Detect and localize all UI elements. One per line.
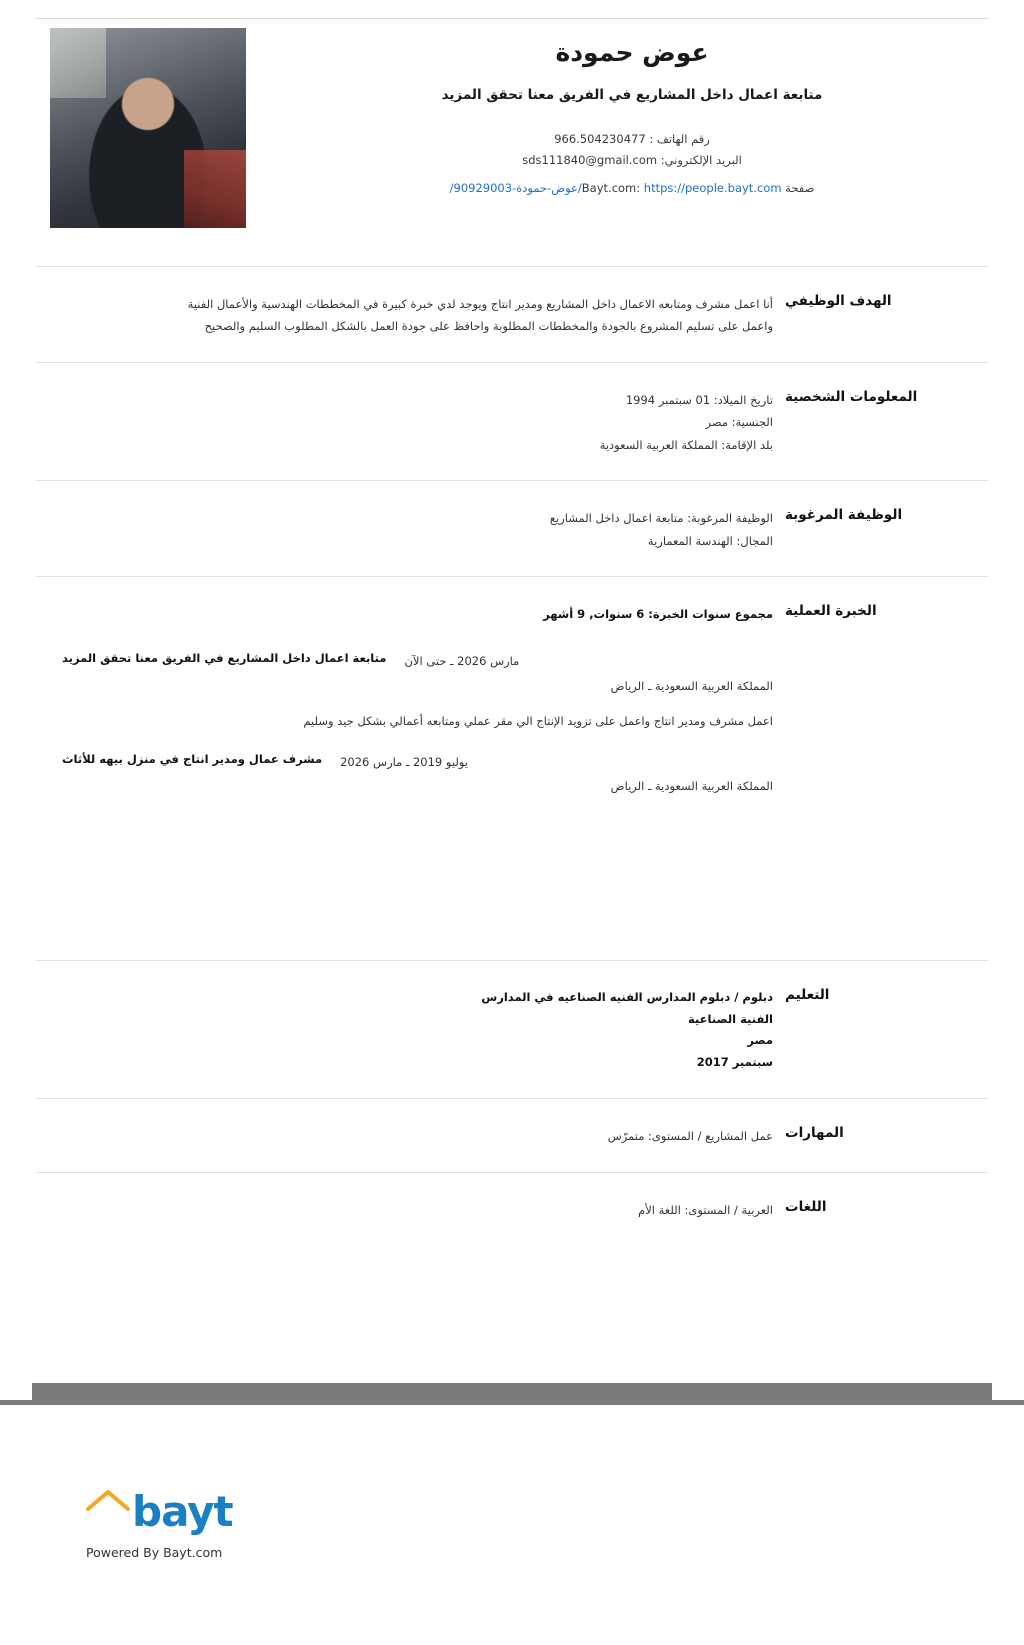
experience-item-dates: مارس 2026 ـ حتى الآن (404, 654, 520, 669)
experience-item-head (62, 750, 773, 773)
section-title-desired-job: الوظيفة المرغوبة (785, 507, 903, 524)
brand-wordmark: bayt (132, 1486, 233, 1536)
skill-line: عمل المشاريع / المستوى: متمرّس (607, 1129, 773, 1144)
education-line: مصر (747, 1033, 773, 1048)
experience-item-description: اعمل مشرف ومدير انتاج واعمل على تزويد الإنتاج الي مقر عملي ومتابعه أعمالي بشكل جيد وسليم (303, 714, 773, 729)
experience-spacer (62, 816, 773, 936)
desired-job-line: المجال: الهندسة المعمارية (647, 533, 773, 548)
experience-item-title: متابعة اعمال داخل المشاريع في الفريق معنا تحقق المزيد (62, 651, 387, 666)
contact-block (276, 129, 988, 172)
section-title-objective: الهدف الوظيفي (785, 293, 892, 309)
section-body-experience (36, 603, 773, 936)
phone-label: رقم الهاتف : (649, 132, 710, 146)
profile-row (276, 181, 988, 195)
powered-by-text: Powered By Bayt.com (86, 1544, 223, 1560)
personal-line: تاريخ الميلاد: 01 سبتمبر 1994 (625, 392, 773, 407)
experience-item (62, 649, 773, 732)
education-line: الفنية الصناعية (687, 1011, 773, 1026)
experience-item (62, 750, 773, 798)
section-title-experience: الخبرة العملية (785, 602, 877, 619)
section-education (36, 960, 988, 1098)
section-body-desired-job (36, 507, 773, 552)
avatar-photo (50, 28, 246, 228)
section-objective (36, 266, 988, 362)
profile-link[interactable]: https://people.bayt.com/عوض-حمودة-90929003/ (449, 180, 782, 195)
section-title-education: التعليم (785, 986, 830, 1003)
phone-row (276, 129, 988, 150)
personal-line: الجنسية: مصر (705, 415, 773, 430)
language-line: العربية / المستوى: اللغة الأم (638, 1202, 773, 1217)
education-line: دبلوم / دبلوم المدارس الفنيه الصناعيه في المدارس (481, 989, 773, 1004)
resume-header (36, 0, 988, 266)
footer-band (0, 1383, 1024, 1405)
brand-block (86, 1486, 233, 1560)
experience-item-location: المملكة العربية السعودية ـ الرياض (610, 678, 773, 693)
email-row (276, 150, 988, 171)
avatar (50, 28, 246, 228)
bottom-whitespace (36, 1245, 988, 1365)
section-body-languages (36, 1199, 773, 1221)
section-body-personal (36, 389, 773, 456)
section-desired-job (36, 480, 988, 576)
section-title-personal: المعلومات الشخصية (785, 388, 918, 405)
section-title-skills: المهارات (785, 1125, 844, 1142)
experience-item-title: مشرف عمال ومدير انتاج في منزل بيهه للأثاث (62, 751, 323, 766)
objective-text: أنا اعمل مشرف ومتابعه الاعمال داخل المشاريع ومدير انتاج ويوجد لدي خبرة كبيرة في المخططات الهندسية والأعمال الفنية واعمل على تسليم المشروع بالجودة والمخططات المطلوبة واحافظ على جودة العمل بالشكل المطلوب السليم والصحيح (187, 297, 773, 334)
bayt-logo (86, 1486, 233, 1536)
experience-total: مجموع سنوات الخبرة: 6 سنوات, 9 أشهر (543, 606, 773, 621)
experience-item-dates: يوليو 2019 ـ مارس 2026 (340, 754, 468, 769)
section-languages (36, 1172, 988, 1245)
phone-value: 966.504230477 (554, 132, 646, 146)
headline: متابعة اعمال داخل المشاريع في الفريق معنا تحقق المزيد (441, 87, 823, 103)
section-body-skills (36, 1125, 773, 1147)
caret-icon (86, 1489, 130, 1515)
profile-label: صفحة Bayt.com: (581, 180, 815, 195)
email-value: sds111840@gmail.com (522, 153, 658, 168)
education-line: سبتمبر 2017 (696, 1055, 773, 1070)
section-personal (36, 362, 988, 480)
section-title-languages: اللغات (785, 1198, 827, 1215)
section-skills (36, 1098, 988, 1171)
experience-item-location: المملكة العربية السعودية ـ الرياض (610, 779, 773, 794)
section-body-objective (36, 293, 773, 338)
personal-line: بلد الإقامة: المملكة العربية السعودية (599, 437, 773, 452)
desired-job-line: الوظيفة المرغوبة: متابعة اعمال داخل المشاريع (549, 511, 773, 526)
section-experience (36, 576, 988, 960)
experience-item-head (62, 649, 773, 672)
email-label: البريد الإلكتروني: (660, 153, 742, 168)
resume-footer (0, 1405, 1024, 1645)
section-body-education (36, 987, 773, 1074)
page-title: عوض حمودة (555, 38, 709, 67)
